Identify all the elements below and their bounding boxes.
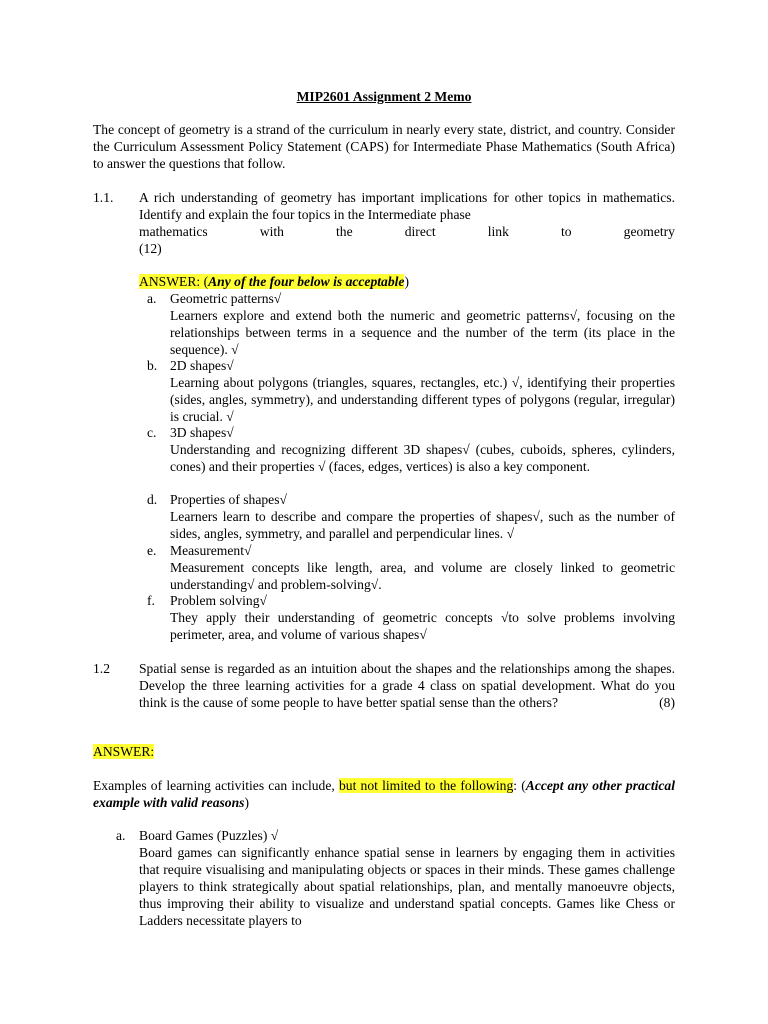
item-letter: a.: [116, 828, 126, 843]
spread-word: direct: [404, 224, 436, 239]
spread-word: with: [259, 224, 284, 239]
question-1-2-body: Spatial sense is regarded as an intuition about the shapes and the relationships among the shapes. Develop the three learning activities for a grade 4 class on spatial development. What do you think is the cause of some people to have better spatial sense than the others?: [139, 661, 675, 710]
question-1-2-marks: (8): [659, 695, 675, 710]
answer-label: ANSWER:: [93, 744, 155, 759]
examples-close: ): [244, 795, 249, 810]
examples-highlight: but not limited to the following: [338, 778, 514, 793]
intro-paragraph: The concept of geometry is a strand of the curriculum in nearly every state, district, and country. Consider the Curriculum Assessment Policy Statement (CAPS) for Intermediate Phase Mathematics (South Africa) to answer the questions that follow.: [93, 122, 675, 171]
question-1-1-spread-line: [139, 223, 675, 240]
item-letter: b.: [147, 358, 158, 373]
answer-label: ANSWER: (: [139, 274, 209, 289]
answer-1-2-heading: [93, 743, 154, 760]
item-text: Learners explore and extend both the numeric and geometric patterns√, focusing on the relationships between terms in a sequence and the number of the term (its place in the sequence). √: [170, 308, 675, 357]
item-text: Board games can significantly enhance spatial sense in learners by engaging them in activities that require visualising and manipulating objects or spaces in their minds. These games challenge players to think strategically about spatial relationships, plan, and mentally manoeuvre objects, thus improving their ability to visualize and understand spatial concepts. Games like Chess or Ladders necessitate players to: [139, 845, 675, 928]
list-item: [170, 491, 675, 542]
item-heading: Geometric patterns√: [170, 291, 282, 306]
question-1-1-number: 1.1.: [93, 190, 114, 205]
item-text: Learning about polygons (triangles, squares, rectangles, etc.) √, identifying their properties (sides, angles, symmetry), and understanding different types of polygons (regular, irregular) is crucial. √: [170, 375, 675, 424]
question-1-2-number: 1.2: [93, 661, 110, 676]
item-heading: 3D shapes√: [170, 425, 234, 440]
examples-paragraph: [93, 777, 675, 811]
item-heading: 2D shapes√: [170, 358, 234, 373]
answer-close: ): [404, 274, 409, 289]
question-1-1-body: A rich understanding of geometry has important implications for other topics in mathematics. Identify and explain the four topics in the Intermediate phase: [139, 190, 675, 222]
item-letter: e.: [147, 543, 157, 558]
item-letter: f.: [147, 593, 155, 608]
document-title: MIP2601 Assignment 2 Memo: [296, 89, 472, 104]
spread-word: the: [336, 224, 353, 239]
item-text: They apply their understanding of geometric concepts √to solve problems involving perimeter, area, and volume of various shapes√: [170, 610, 675, 642]
list-item: [170, 424, 675, 475]
question-1-1-text: [139, 189, 675, 257]
item-heading: Problem solving√: [170, 593, 267, 608]
list-item: [170, 592, 675, 643]
examples-text: Examples of learning activities can include,: [93, 778, 339, 793]
spread-word: link: [487, 224, 509, 239]
answer-1-1-highlight: [139, 274, 404, 289]
spread-word: to: [560, 224, 572, 239]
item-text: Learners learn to describe and compare the properties of shapes√, such as the number of sides, angles, symmetry, and parallel and perpendicular lines. √: [170, 509, 675, 541]
item-letter: a.: [147, 291, 157, 306]
answer-1-1-heading: [139, 273, 409, 290]
item-letter: d.: [147, 492, 158, 507]
item-letter: c.: [147, 425, 157, 440]
list-item: [170, 542, 675, 593]
item-heading: Board Games (Puzzles) √: [139, 828, 279, 843]
list-item: [170, 290, 675, 358]
item-heading: Measurement√: [170, 543, 252, 558]
item-heading: Properties of shapes√: [170, 492, 287, 507]
question-1-2-text: [139, 660, 675, 711]
question-1-1-marks: (12): [139, 241, 162, 256]
list-item: [139, 827, 675, 929]
examples-punct: : (: [513, 778, 526, 793]
spread-word: mathematics: [139, 224, 208, 239]
item-text: Understanding and recognizing different 3D shapes√ (cubes, cuboids, spheres, cylinders, cones) and their properties √ (faces, edges, vertices) is also a key component.: [170, 442, 675, 474]
spread-word: geometry: [623, 224, 675, 239]
item-text: Measurement concepts like length, area, and volume are closely linked to geometric understanding√ and problem-solving√.: [170, 560, 675, 592]
examples-note: Accept any other practical example with valid reasons: [93, 778, 675, 810]
answer-note: Any of the four below is acceptable: [208, 274, 405, 289]
list-item: [170, 357, 675, 425]
